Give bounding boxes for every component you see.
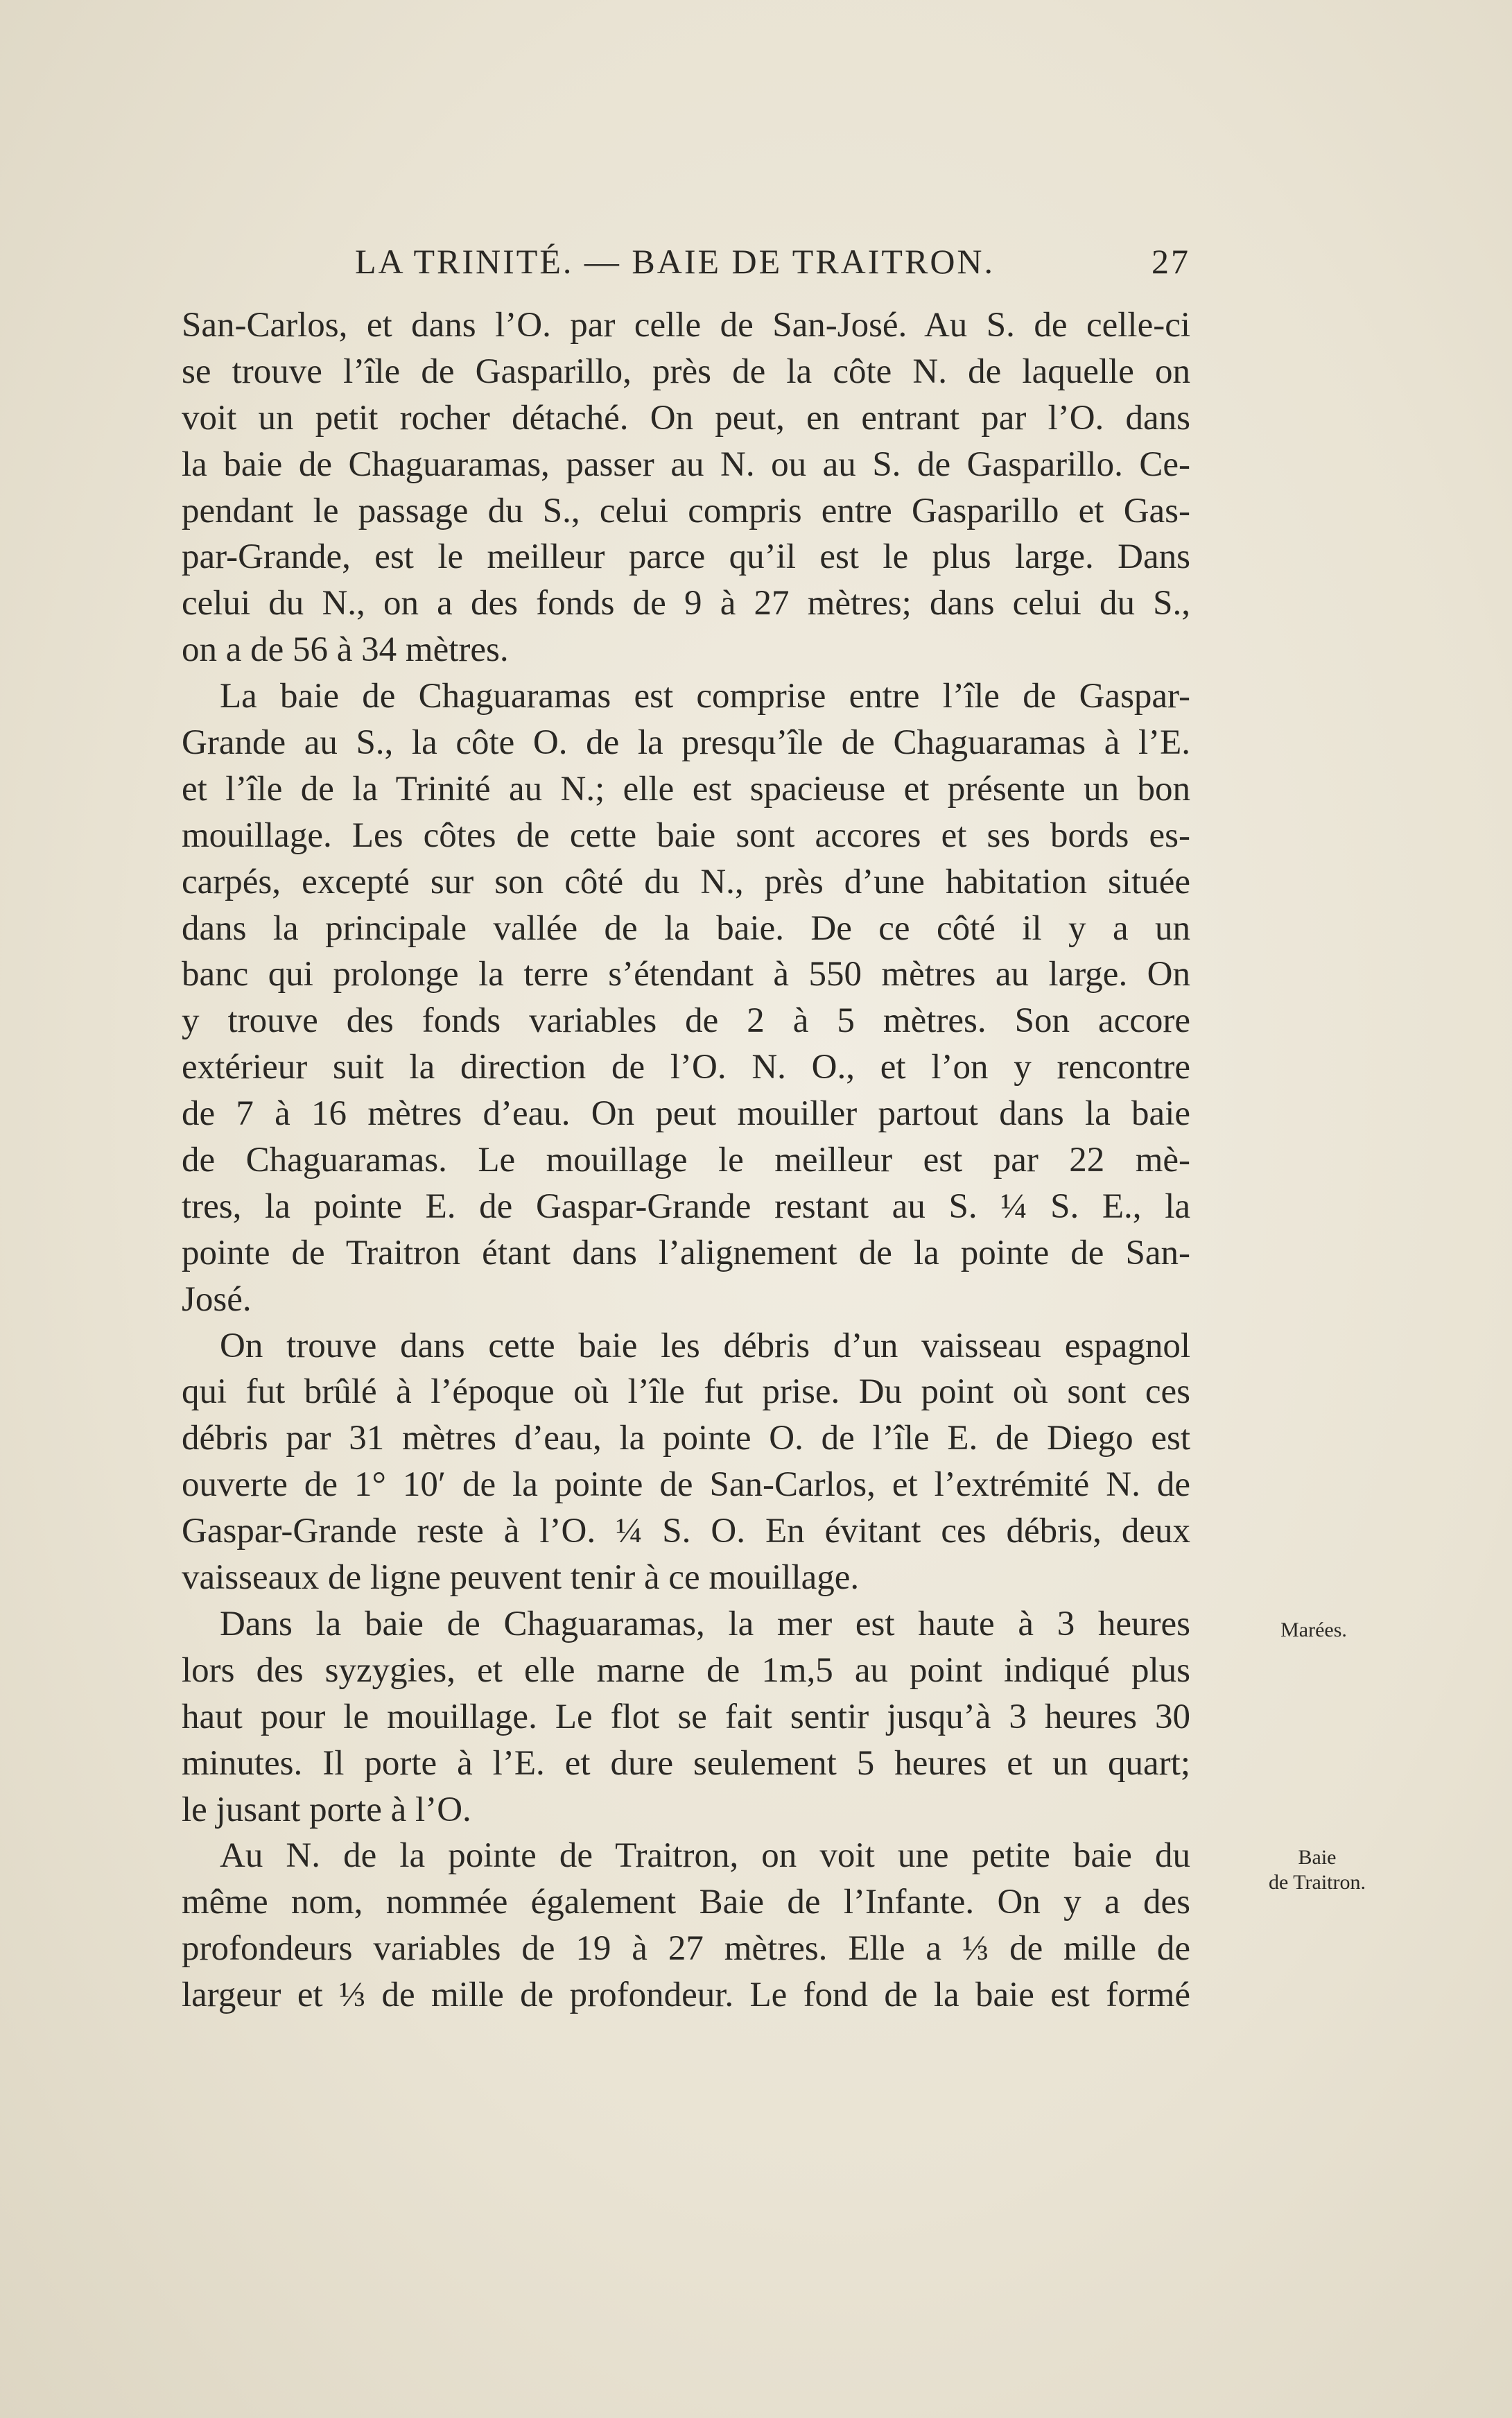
margin-note-marees-label: Marées. — [1280, 1618, 1347, 1641]
text-line: même nom, nommée également Baie de l’Infante. On y a des — [182, 1883, 1190, 1922]
text-line: la baie de Chaguaramas, passer au N. ou au S. de Gasparillo. Ce- — [182, 444, 1190, 484]
running-head — [182, 241, 1190, 290]
text-line: de 7 à 16 mètres d’eau. On peut mouiller partout dans la baie — [182, 1094, 1190, 1134]
margin-note-marees — [1262, 1618, 1366, 1643]
body-text — [182, 302, 1190, 2019]
text-line: Au N. de la pointe de Traitron, on voit une petite baie du — [220, 1836, 1190, 1876]
text-line: ouverte de 1° 10′ de la pointe de San-Carlos, et l’extrémité N. de — [182, 1465, 1190, 1505]
text-line: Grande au S., la côte O. de la presqu’île de Chaguaramas à l’E. — [182, 723, 1190, 763]
text-line: dans la principale vallée de la baie. De ce côté il y a un — [182, 908, 1190, 948]
text-line: lors des syzygies, et elle marne de 1m,5 au point indiqué plus — [182, 1650, 1190, 1690]
text-line: banc qui prolonge la terre s’étendant à 550 mètres au large. On — [182, 955, 1190, 994]
text-line: le jusant porte à l’O. — [182, 1790, 471, 1829]
text-line: voit un petit rocher détaché. On peut, en entrant par l’O. dans — [182, 398, 1190, 438]
text-line: y trouve des fonds variables de 2 à 5 mètres. Son accore — [182, 1001, 1190, 1041]
text-line: on a de 56 à 34 mètres. — [182, 630, 509, 670]
text-line: largeur et ⅓ de mille de profondeur. Le fond de la baie est formé — [182, 1976, 1190, 2015]
running-title: LA TRINITÉ. — BAIE DE TRAITRON. — [355, 242, 996, 281]
text-line: On trouve dans cette baie les débris d’un vaisseau espagnol — [220, 1326, 1190, 1365]
text-line: par-Grande, est le meilleur parce qu’il est le plus large. Dans — [182, 537, 1190, 577]
text-line: vaisseaux de ligne peuvent tenir à ce mouillage. — [182, 1558, 860, 1598]
text-line: Dans la baie de Chaguaramas, la mer est haute à 3 heures — [220, 1604, 1190, 1643]
text-line: pendant le passage du S., celui compris entre Gasparillo et Gas- — [182, 491, 1190, 530]
text-line: qui fut brûlé à l’époque où l’île fut prise. Du point où sont ces — [182, 1372, 1190, 1412]
text-line: pointe de Traitron étant dans l’alignement de la pointe de San- — [182, 1233, 1190, 1272]
text-line: Gaspar-Grande reste à l’O. ¼ S. O. En évitant ces débris, deux — [182, 1512, 1190, 1551]
text-line: celui du N., on a des fonds de 9 à 27 mètres; dans celui du S., — [182, 584, 1190, 623]
text-line: de Chaguaramas. Le mouillage le meilleur est par 22 mè- — [182, 1141, 1190, 1180]
text-line: débris par 31 mètres d’eau, la pointe O. de l’île E. de Diego est — [182, 1419, 1190, 1458]
text-line: San-Carlos, et dans l’O. par celle de San-José. Au S. de celle-ci — [182, 306, 1190, 345]
text-line: haut pour le mouillage. Le flot se fait sentir jusqu’à 3 heures 30 — [182, 1697, 1190, 1736]
text-line: La baie de Chaguaramas est comprise entre l’île de Gaspar- — [220, 677, 1190, 716]
text-line: se trouve l’île de Gasparillo, près de la côte N. de laquelle on — [182, 352, 1190, 391]
text-line: carpés, excepté sur son côté du N., près d’une habitation située — [182, 862, 1190, 901]
text-line: et l’île de la Trinité au N.; elle est spacieuse et présente un bon — [182, 769, 1190, 809]
margin-note-baie-de-traitron — [1237, 1845, 1397, 1895]
text-line: minutes. Il porte à l’E. et dure seulement 5 heures et un quart; — [182, 1743, 1190, 1783]
text-line: tres, la pointe E. de Gaspar-Grande restant au S. ¼ S. E., la — [182, 1186, 1190, 1226]
page-number: 27 — [1152, 242, 1190, 281]
text-line: José. — [182, 1279, 252, 1319]
margin-note-baie-line1: Baie — [1298, 1846, 1337, 1869]
margin-note-baie-line2: de Traitron. — [1268, 1871, 1366, 1894]
text-line: extérieur suit la direction de l’O. N. O., et l’on y rencontre — [182, 1048, 1190, 1087]
text-line: mouillage. Les côtes de cette baie sont accores et ses bords es- — [182, 815, 1190, 855]
text-line: profondeurs variables de 19 à 27 mètres. Elle a ⅓ de mille de — [182, 1929, 1190, 1969]
